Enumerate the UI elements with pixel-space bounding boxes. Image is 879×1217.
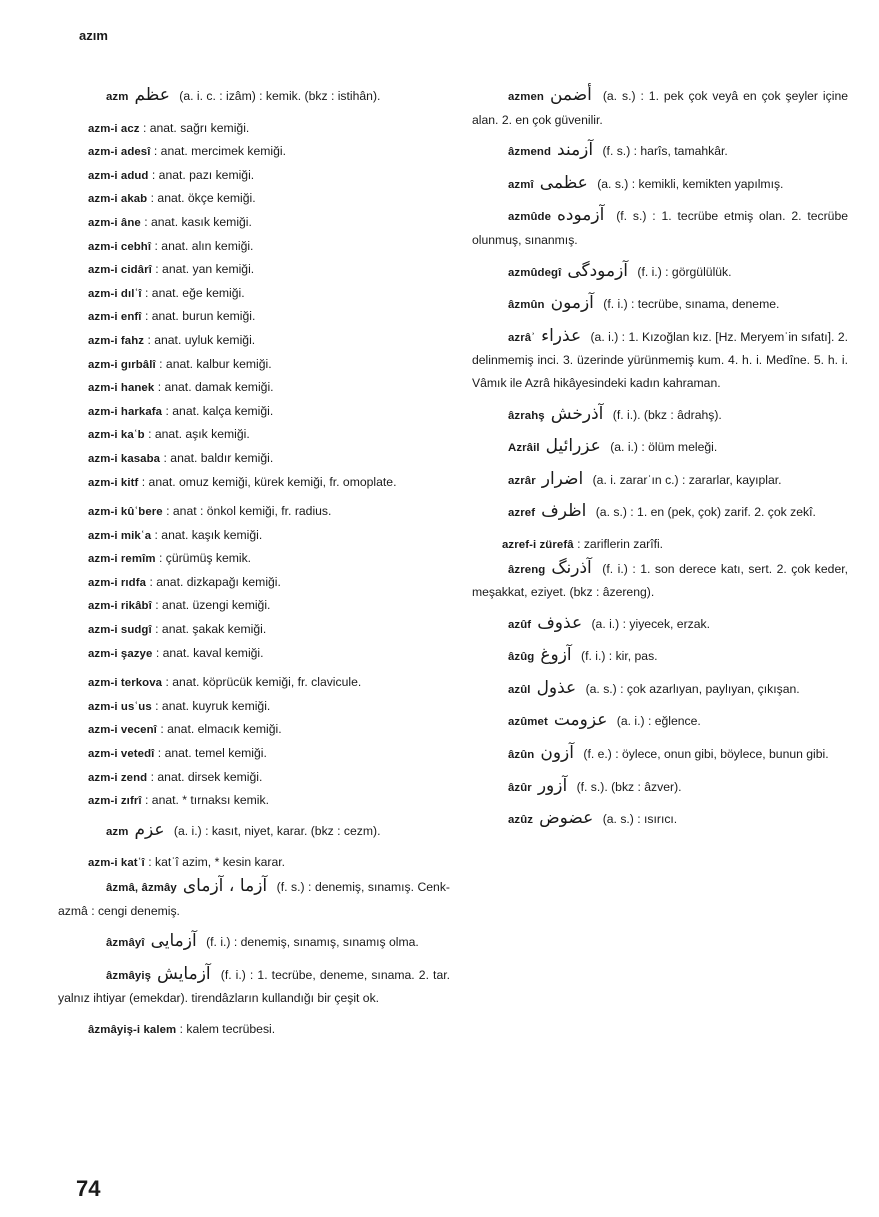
dictionary-subentry	[58, 571, 450, 595]
definition: : anat. kalbur kemiği.	[159, 356, 272, 371]
arabic-script: اظرف	[541, 501, 587, 522]
dictionary-subentry	[58, 400, 450, 424]
arabic-script: آذرنگ	[551, 557, 592, 578]
page-number: 74	[76, 1176, 101, 1201]
headword: azm	[106, 825, 129, 838]
dictionary-subentry	[58, 164, 450, 188]
dictionary-subentry	[472, 533, 848, 557]
dictionary-entry	[58, 84, 450, 109]
headword: Azrâil	[508, 442, 540, 455]
dictionary-subentry	[58, 329, 450, 353]
definition: (a. i. zararʾın c.) : zararlar, kayıplar.	[589, 472, 782, 487]
arabic-script: عظم	[134, 85, 170, 105]
dictionary-subentry	[58, 718, 450, 742]
headword: azrâʾ	[508, 331, 536, 344]
headword: âzûr	[508, 781, 532, 794]
definition: : anat. kaşık kemiği.	[154, 527, 263, 542]
dictionary-entry	[472, 325, 848, 395]
headword: âzrahş	[508, 409, 545, 422]
right-column	[472, 84, 848, 840]
definition: : anat. elmacık kemiği.	[160, 722, 282, 737]
headword: azm-i harkafa	[88, 405, 163, 418]
left-column	[58, 84, 450, 1042]
headword: azm-i katʿî	[88, 857, 145, 870]
dictionary-entry	[472, 677, 848, 702]
headword: azm-i adud	[88, 169, 149, 182]
headword: azm-i vecenî	[88, 724, 157, 737]
arabic-script: اضرار	[541, 468, 584, 489]
dictionary-subentry	[58, 282, 450, 306]
definition: (f. s.) : 1. tecrübe etmiş olan. 2. tecrübe olunmuş, sınanmış.	[472, 209, 848, 247]
dictionary-subentry	[58, 671, 450, 695]
definition: : anat : önkol kemiği, fr. radius.	[166, 504, 332, 519]
dictionary-subentry	[58, 618, 450, 642]
definition: (f. i.) : denemiş, sınamış, sınamış olma.	[202, 935, 419, 950]
definition: (f. s.) : denemiş, sınamış. Cenk-azmâ : cengi denemiş.	[58, 880, 450, 918]
headword: azm-i hanek	[88, 382, 155, 395]
dictionary-subentry	[58, 211, 450, 235]
headword: azmûde	[508, 211, 552, 224]
definition: (a. s.) : 1. en (pek, çok) zarif. 2. çok zekî.	[592, 505, 816, 520]
headword: azûf	[508, 618, 532, 631]
headword: azm-i enfî	[88, 311, 142, 324]
headword: azm-i fahz	[88, 334, 145, 347]
dictionary-subentry	[58, 594, 450, 618]
arabic-script: عظمی	[539, 172, 588, 193]
headword: azm-i rıdfa	[88, 576, 147, 589]
definition: : anat. uyluk kemiği.	[147, 332, 256, 347]
dictionary-entry	[472, 612, 848, 637]
dictionary-subentry	[58, 140, 450, 164]
dictionary-subentry	[58, 851, 450, 875]
headword: azm-i akab	[88, 193, 148, 206]
headword: azûz	[508, 814, 534, 827]
headword: azref-i zürefâ	[502, 538, 574, 551]
definition: (a. s.) : kemikli, kemikten yapılmış.	[593, 176, 784, 191]
headword: azm-i usʿus	[88, 700, 152, 713]
headword: azm-i zıfrî	[88, 795, 142, 808]
headword: azûl	[508, 683, 531, 696]
definition: (f. i.) : görgülülük.	[634, 264, 732, 279]
arabic-script: آزموده	[557, 205, 605, 226]
headword: azmûdegî	[508, 266, 562, 279]
headword: azm-i vetedî	[88, 748, 155, 761]
headword: azm-i cidârî	[88, 264, 152, 277]
headword: azm-i cebhî	[88, 240, 152, 253]
headword: azûmet	[508, 716, 548, 729]
definition: (a. i.) : eğlence.	[613, 714, 701, 729]
dictionary-entry	[472, 139, 848, 164]
arabic-script: عزرائیل	[545, 436, 601, 457]
definition: (f. e.) : öylece, onun gibi, böylece, bunun gibi.	[580, 747, 829, 762]
headword: âzmâyiş-i kalem	[88, 1023, 177, 1036]
definition: : zariflerin zarîfi.	[577, 536, 664, 551]
headword: azrâr	[508, 474, 536, 487]
dictionary-entry	[472, 644, 848, 669]
definition: (f. i.) : kir, pas.	[577, 649, 658, 664]
dictionary-subentry	[58, 766, 450, 790]
definition: : kalem tecrübesi.	[179, 1021, 276, 1036]
definition: (f. i.) : tecrübe, sınama, deneme.	[599, 297, 780, 312]
headword: azm-i adesî	[88, 146, 151, 159]
definition: (f. i.) : 1. son derece katı, sert. 2. çok keder, meşakkat, eziyet. (bkz : âzereng).	[472, 561, 848, 600]
definition: (f. i.). (bkz : âdrahş).	[609, 407, 722, 422]
dictionary-entry	[472, 172, 848, 197]
definition: : anat. kasık kemiği.	[144, 214, 252, 229]
definition: (a. s.) : 1. pek çok veyâ en çok şeyler içine alan. 2. en çok güvenilir.	[472, 89, 848, 127]
dictionary-subentry	[58, 547, 450, 571]
headword: azm-i rikâbî	[88, 600, 152, 613]
definition: : anat. ökçe kemiği.	[150, 191, 256, 206]
headword: âzmûn	[508, 299, 545, 312]
dictionary-entry	[472, 468, 848, 493]
headword: âzmâyî	[106, 937, 145, 950]
dictionary-subentry	[58, 305, 450, 329]
headword: âzreng	[508, 563, 546, 576]
dictionary-entry	[472, 403, 848, 428]
dictionary-subentry	[58, 376, 450, 400]
definition: (a. i.) : 1. Kızoğlan kız. [Hz. Meryemʾin sıfatı]. 2. delinmemiş inci. 3. üzerinde yürünmemiş kum. 4. h. i. Medîne. 5. h. i. Vâmık ile Azrâ hikâyesindeki kadın kahraman.	[472, 329, 848, 390]
definition: : anat. kuyruk kemiği.	[155, 698, 271, 713]
definition: : anat. baldır kemiği.	[163, 450, 274, 465]
definition: : anat. aşık kemiği.	[148, 427, 250, 442]
dictionary-subentry	[58, 742, 450, 766]
headword: azm-i kitf	[88, 476, 139, 489]
definition: (f. s.) : harîs, tamahkâr.	[599, 144, 728, 159]
arabic-script: أضمن	[549, 85, 592, 105]
dictionary-entry	[472, 435, 848, 460]
definition: (a. s.) : ısırıcı.	[599, 812, 678, 827]
dictionary-entry	[472, 260, 848, 285]
dictionary-subentry	[58, 117, 450, 141]
headword: âzmend	[508, 146, 552, 159]
dictionary-subentry	[58, 1018, 450, 1042]
definition: : anat. pazı kemiği.	[151, 167, 255, 182]
definition: (a. s.) : çok azarlıyan, paylıyan, çıkışan.	[582, 681, 800, 696]
running-head: azım	[79, 28, 108, 43]
headword: azmî	[508, 178, 534, 191]
definition: (f. i.) : 1. tecrübe, deneme, sınama. 2. tar. yalnız ihtiyar (emekdar). tirendâzların kullandığı bir çeşit ok.	[58, 967, 450, 1006]
dictionary-subentry	[58, 695, 450, 719]
definition: : anat. kalça kemiği.	[165, 403, 274, 418]
definition: : anat. köprücük kemiği, fr. clavicule.	[165, 675, 362, 690]
dictionary-entry	[472, 204, 848, 251]
arabic-script: آزما ، آزمای	[182, 876, 268, 896]
dictionary-entry	[58, 875, 450, 922]
arabic-script: آزور	[537, 775, 568, 796]
definition: : anat. yan kemiği.	[155, 262, 255, 277]
headword: azm-i kûʿbere	[88, 506, 163, 519]
arabic-script: آذرخش	[550, 403, 604, 424]
dictionary-entry	[472, 775, 848, 800]
dictionary-entry	[472, 84, 848, 131]
dictionary-subentry	[58, 642, 450, 666]
definition: : anat. alın kemiği.	[154, 238, 254, 253]
dictionary-entry	[58, 963, 450, 1010]
arabic-script: آزمایش	[157, 963, 211, 984]
definition: : anat. dirsek kemiği.	[150, 769, 263, 784]
headword: azm	[106, 91, 129, 103]
definition: : anat. üzengi kemiği.	[155, 598, 271, 613]
definition: : çürümüş kemik.	[158, 551, 252, 566]
arabic-script: آزمودگی	[567, 260, 628, 281]
dictionary-entry	[58, 819, 450, 844]
dictionary-subentry	[58, 235, 450, 259]
headword: azref	[508, 507, 536, 520]
headword: azm-i gırbâlî	[88, 358, 156, 371]
headword: âzûg	[508, 651, 535, 664]
headword: azm-i mikʿa	[88, 529, 152, 542]
definition: : anat. kaval kemiği.	[155, 645, 264, 660]
headword: azm-i kasaba	[88, 452, 161, 465]
definition: : anat. dizkapağı kemiği.	[149, 574, 281, 589]
arabic-script: عذول	[536, 677, 577, 698]
definition: : anat. temel kemiği.	[157, 746, 267, 761]
dictionary-subentry	[58, 353, 450, 377]
dictionary-subentry	[58, 187, 450, 211]
definition: (a. i. c. : izâm) : kemik. (bkz : istihân).	[175, 89, 381, 103]
definition: : anat. eğe kemiği.	[145, 285, 245, 300]
definition: : anat. damak kemiği.	[157, 380, 274, 395]
definition: : katʿî azim, * kesin karar.	[148, 855, 286, 870]
arabic-script: آزمون	[550, 293, 594, 314]
arabic-script: آزون	[540, 743, 574, 764]
arabic-script: آزوغ	[540, 645, 572, 666]
arabic-script: عذراء	[541, 325, 582, 346]
headword: azm-i zend	[88, 771, 148, 784]
dictionary-entry	[58, 930, 450, 955]
arabic-script: عضوض	[539, 808, 594, 829]
headword: azm-i dılʿî	[88, 287, 142, 300]
definition: (f. s.). (bkz : âzver).	[573, 779, 682, 794]
arabic-script: عزومت	[553, 710, 608, 731]
definition: : anat. omuz kemiği, kürek kemiği, fr. omoplate.	[141, 474, 397, 489]
dictionary-entry	[472, 709, 848, 734]
definition: : anat. mercimek kemiği.	[153, 144, 286, 159]
dictionary-subentry	[58, 524, 450, 548]
dictionary-entry	[472, 557, 848, 604]
headword: âzûn	[508, 749, 535, 762]
dictionary-subentry	[58, 500, 450, 524]
headword: âzmâ, âzmây	[106, 882, 177, 894]
headword: azm-i şazye	[88, 647, 153, 660]
arabic-script: عزم	[134, 819, 165, 840]
arabic-script: عذوف	[537, 612, 583, 633]
headword: azmen	[508, 91, 544, 103]
definition: (a. i.) : yiyecek, erzak.	[588, 616, 710, 631]
definition: : anat. sağrı kemiği.	[142, 120, 250, 135]
headword: azm-i remîm	[88, 553, 156, 566]
definition: : anat. * tırnaksı kemik.	[145, 793, 269, 808]
dictionary-subentry	[58, 423, 450, 447]
headword: azm-i acz	[88, 122, 140, 135]
dictionary-subentry	[58, 258, 450, 282]
arabic-script: آزمایی	[150, 931, 197, 952]
definition: : anat. şakak kemiği.	[155, 622, 267, 637]
dictionary-subentry	[58, 447, 450, 471]
dictionary-entry	[472, 742, 848, 767]
arabic-script: آزمند	[557, 140, 594, 161]
definition: (a. i.) : kasıt, niyet, karar. (bkz : cezm).	[170, 823, 381, 838]
dictionary-entry	[472, 292, 848, 317]
headword: âzmâyiş	[106, 969, 152, 982]
headword: azm-i terkova	[88, 677, 163, 690]
dictionary-subentry	[58, 789, 450, 813]
dictionary-entry	[472, 500, 848, 525]
dictionary-entry	[472, 807, 848, 832]
definition: : anat. burun kemiği.	[144, 309, 256, 324]
definition: (a. i.) : ölüm meleği.	[606, 440, 718, 455]
dictionary-subentry	[58, 471, 450, 495]
headword: azm-i kaʿb	[88, 429, 145, 442]
headword: azm-i sudgî	[88, 624, 152, 637]
headword: azm-i âne	[88, 216, 141, 229]
